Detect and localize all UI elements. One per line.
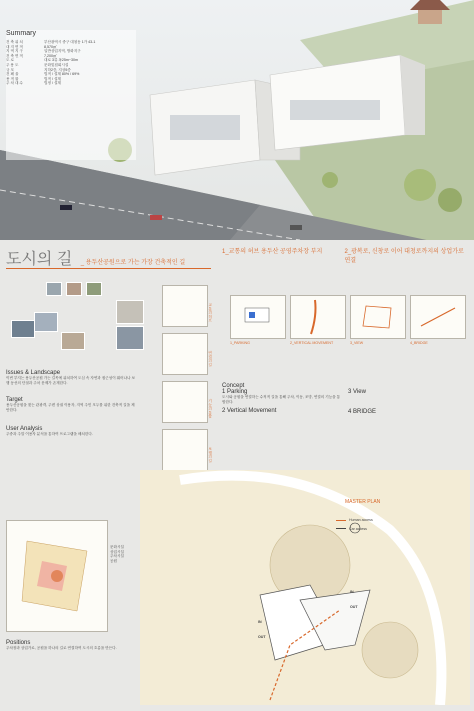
- summary-key: 건 축 면 적: [6, 53, 23, 58]
- concept-diagram-label: 2_VERTICAL MOVEMENT: [290, 341, 334, 345]
- site-photo: [116, 326, 144, 350]
- summary-title: Summary: [6, 30, 36, 37]
- title-rule: [6, 268, 211, 269]
- master-plan-title: MASTER PLAN: [345, 499, 381, 505]
- summary-key: 지 역 지 구: [6, 49, 23, 54]
- site-photo: [116, 300, 144, 324]
- summary-key: 주 차 대 수: [6, 81, 23, 86]
- summary-value: 일반상업지역, 방화지구: [44, 49, 81, 54]
- vertical-heading: 2 Vertical Movement: [222, 408, 277, 415]
- page-subtitle: _ 용두산공원으로 가는 가장 건축적인 길: [80, 260, 186, 266]
- concept-diagram: [410, 295, 466, 339]
- concept-diagram-label: 1_PARKING: [230, 341, 250, 345]
- summary-value: 지하2층, 지상5층: [44, 67, 71, 72]
- concept-diagram: [290, 295, 346, 339]
- summary-key: 건 폐 율: [6, 72, 19, 77]
- concept-diagram-row: [230, 295, 470, 355]
- summary-list: [6, 40, 136, 86]
- legend-item: 상업시설: [110, 549, 124, 554]
- concept-text: 도시와 공원을 연결하는 수직적 길을 통해 주차, 이동, 조망, 연결의 기능을 통합한다.: [222, 395, 341, 404]
- issues-heading: Issues & Landscape: [6, 370, 61, 376]
- legend-item: 공원: [110, 558, 117, 563]
- user-map-svg: [7, 521, 107, 631]
- site-photo: [34, 312, 58, 332]
- site-photo: [66, 282, 82, 296]
- issues-text: 이번 부지는 용두산공원 가는 길목에 위치하여 도심 속 자연과 접근성이 뛰어나나 보행 동선의 단절과 주차 문제가 존재한다.: [6, 376, 136, 385]
- concept-diagram: [350, 295, 406, 339]
- concept-diagram-label: 4_BRIDGE: [410, 341, 428, 345]
- concept-diagram: [230, 295, 286, 339]
- analysis-diagrams: [162, 285, 222, 475]
- legend-label: Human access: [349, 518, 373, 522]
- concept-heading: Concept: [222, 383, 245, 389]
- side-label: 보행의 길: [208, 447, 213, 463]
- positions-text: 주차장과 상업가로, 공원을 하나의 길로 연결하여 도시의 흐름을 만든다.: [6, 646, 117, 650]
- analysis-diagram: [162, 285, 208, 327]
- summary-value: 대로 3류 폭25m~30m: [44, 58, 78, 63]
- user-analysis-map: [6, 520, 108, 632]
- summary-value: 법정 / 설계: [44, 81, 61, 86]
- site-photo: [61, 332, 85, 350]
- site-photo: [86, 282, 102, 296]
- summary-value: 8,570㎡: [44, 44, 57, 49]
- target-text: 용두산공원을 찾는 관광객, 주변 상권 이용자, 지역 주민 모두를 위한 건축적 길을 제안한다.: [6, 403, 135, 412]
- legend-label: Car access: [349, 526, 367, 531]
- side-label: 교통의 허브: [208, 303, 213, 322]
- summary-key: 용 적 률: [6, 76, 19, 81]
- summary-key: 규 모: [6, 67, 14, 72]
- bridge-heading: 4 BRIDGE: [348, 409, 377, 415]
- summary-box: [6, 30, 136, 160]
- summary-key: 주 용 도: [6, 62, 19, 67]
- in-label: IN: [258, 620, 262, 624]
- issues-section: [6, 370, 136, 437]
- summary-key: 대 지 면 적: [6, 44, 23, 49]
- summary-value: 법적 / 설계 80% / 69%: [44, 72, 80, 77]
- out-label: OUT: [258, 635, 266, 639]
- side-label: 연결의 길: [208, 351, 213, 367]
- analysis-diagram: [162, 429, 208, 471]
- target-heading: Target: [6, 397, 23, 404]
- positions-section: [6, 640, 136, 651]
- parking-heading: 1 Parking: [222, 389, 248, 395]
- summary-key: 도 로: [6, 58, 14, 63]
- diagram-heading-2: 2_광복로, 신창로 이어 대청로까지의 상업가로 연결: [344, 249, 464, 264]
- legend-item: 문화시설: [110, 545, 124, 549]
- summary-row: [6, 81, 136, 86]
- side-label: 기능의 통합: [208, 399, 213, 418]
- diagram-headings: [222, 246, 470, 264]
- legend-car-access: [336, 527, 373, 532]
- summary-value: 문화및집회시설: [44, 62, 69, 67]
- site-photo: [46, 282, 62, 296]
- master-plan: [140, 470, 470, 705]
- page-title: 도시의 길: [6, 251, 73, 268]
- positions-heading: Positions: [6, 640, 31, 646]
- diagram-heading-1: 1_교통의 허브 용두산 공영주차장 부지: [222, 249, 323, 255]
- legend-human-access: [336, 518, 373, 523]
- out-label: OUT: [350, 605, 358, 609]
- site-photo: [11, 320, 35, 338]
- view-heading: 3 View: [348, 389, 366, 395]
- user-heading: User Analysis: [6, 426, 43, 433]
- summary-value: 부산광역시 중구 대청동 1가 43-1: [44, 40, 96, 44]
- title-block: [6, 246, 226, 268]
- analysis-diagram: [162, 333, 208, 375]
- in-label: IN: [350, 590, 354, 594]
- concept-diagram-label: 3_VIEW: [350, 341, 364, 345]
- map-legend: [110, 545, 140, 563]
- summary-value: 법적 / 설계: [44, 76, 61, 81]
- summary-key: 건 축 위 치: [6, 40, 23, 44]
- summary-value: 7,200㎡: [44, 53, 57, 58]
- concept-section: [222, 383, 470, 415]
- master-plan-svg: [140, 470, 470, 705]
- legend-item: 주차시설: [110, 554, 124, 559]
- analysis-diagram: [162, 381, 208, 423]
- photo-collage: [6, 282, 156, 362]
- user-text: 주중과 주말 이용자 분석을 통하여 프로그램을 배치한다.: [6, 432, 93, 437]
- access-legend: [336, 518, 373, 531]
